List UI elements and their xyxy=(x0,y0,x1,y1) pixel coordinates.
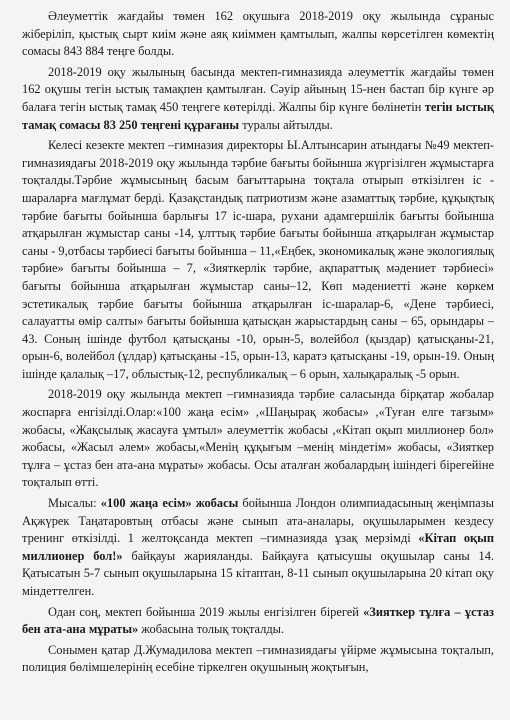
text-segment: туралы айтылды. xyxy=(239,117,333,132)
text-segment: Келесі кезекте мектеп –гимназия директоры Ы.Алтынсарин атындағы №49 мектеп-гимназиядағы 2018-2019 оқу жылында тәрбие бағыты бойынша жүргізілген жұмыстарға тоқталды.Тәрбие жұмысының басым бағыттарына тоқтала отырып өткізілген іс - шараларға мағлұмат берді. Қазақстандық патриотизм және азаматтық тәрбие, құқықтық тәрбие бағыты бойынша барлығы 17 іс-шара, рухани адамгершілік бағыты бойынша атқарылған жұмыстар саны -14, ұлттық тәрбие бағыты бойынша атқарылған жұмыстар саны - 9,отбасы тәрбиесі бағыты бойынша – 11,«Еңбек, экономикалық және экологиялық тәрбие» бағыты бойынша – 7, «Зияткерлік тәрбие, ақпараттық мәдениет тәрбиесі» бағыты бойынша атқарылған жұмыстар саны–12, Көп мәдениетті және көркем эстетикалық тәрбие бағыты бойынша атқарылған іс-шаралар-6, «Дене тәрбиесі, салауатты өмір салты» бағыты бойынша қатысқан жарыстардың саны – 65, орындары – 43. Соның ішінде футбол қатысқаны -10, орын-5, волейбол (қыздар) қатысқаны-21, орын-6, волейбол (ұлдар) қатысқаны -15, орын-13, каратэ қатысқаны -19, орын-19. Оның ішінде қалалық –17, облыстық-12, республикалық – 6 орын, халықаралық -5 орын. xyxy=(22,138,495,381)
paragraph-unique-project xyxy=(22,604,494,639)
text-segment: 2018-2019 оқу жылының басында мектеп-гимназияда әлеуметтік жағдайы төмен 162 оқушы тегін ыстық тамақпен қамтылған. Сәуір айының 15-нен бастап бір күнге әр балаға тегін ыстық тамақ 450 теңгеге көтерілді. Жалпы бір күнге бөлінетін xyxy=(22,64,494,114)
paragraph-hot-meals xyxy=(22,64,494,134)
bold-text-segment: тегін ыстық тамақ сомасы 83 250 теңгені құрағаны xyxy=(22,99,494,132)
text-segment: бойынша Лондон олимпиадасының жеңімпазы Ақжүрек Таңатаровтың отбасы және сынып ата-аналары, оқушыларымен кездесу тренинг өткізілді. 1 желтоқсанда мектеп –гимназияда ұзақ мерзімді xyxy=(22,496,494,546)
paragraph-examples xyxy=(22,495,494,601)
text-segment: 2018-2019 оқу жылында мектеп –гимназияда тәрбие саласында бірқатар жобалар жоспарға енгізілді.Олар:«100 жаңа есім» ,«Шаңырақ жобасы» ,«Туған елге тағзым» жобасы, «Жақсылық жасауға ұмтыл» әлеуметтік жобасы ,«Кітап оқып миллионер бол» жобасы, «Жасыл әлем» жобасы,«Менің құқығым –менің міндетім» жобасы, «Зияткер тұлға – ұстаз бен ата-ана мұраты» жобасы. Осы аталған жобалардың ішіндегі бірегейіне тоқталып өтті. xyxy=(22,387,494,490)
text-segment: Одан соң, мектеп бойынша 2019 жылы енгізілген бірегей xyxy=(48,604,364,619)
paragraph-clubs xyxy=(22,642,494,677)
bold-text-segment: «Кітап оқып миллионер бол!» xyxy=(22,531,494,563)
bold-text-segment: «100 жаңа есім» жобасы xyxy=(100,496,239,511)
text-segment: Сонымен қатар Д.Жумадилова мектеп –гимназиядағы үйірме жұмысына тоқталып, полиция бөлімшелерінің есебіне тіркелген оқушының жоқтығын, xyxy=(22,642,494,675)
paragraph-social-aid xyxy=(22,8,494,61)
paragraph-upbringing-work xyxy=(22,137,494,383)
text-segment: Әлеуметтік жағдайы төмен 162 оқушыға 2018-2019 оқу жылында сұраныс жіберіліп, қыстық сырт киім және аяқ киіммен қамтылып, жалпы көрсетілген көмектің сомасы 843 884 теңге болды. xyxy=(22,9,494,59)
text-segment: байқауы жарияланды. Байқауға қатысушы оқушылар саны 14. Қатысатын 5-7 сынып оқушыларына 15 кітаптан, 8-11 сынып оқушыларына 20 кітап оқу міндеттелген. xyxy=(22,548,495,598)
text-segment: Мысалы: xyxy=(48,496,101,511)
text-segment: жобасына толық тоқталды. xyxy=(138,622,285,637)
paragraph-projects xyxy=(22,386,494,492)
bold-text-segment: «Зияткер тұлға – ұстаз бен ата-ана мұраты» xyxy=(22,604,494,637)
